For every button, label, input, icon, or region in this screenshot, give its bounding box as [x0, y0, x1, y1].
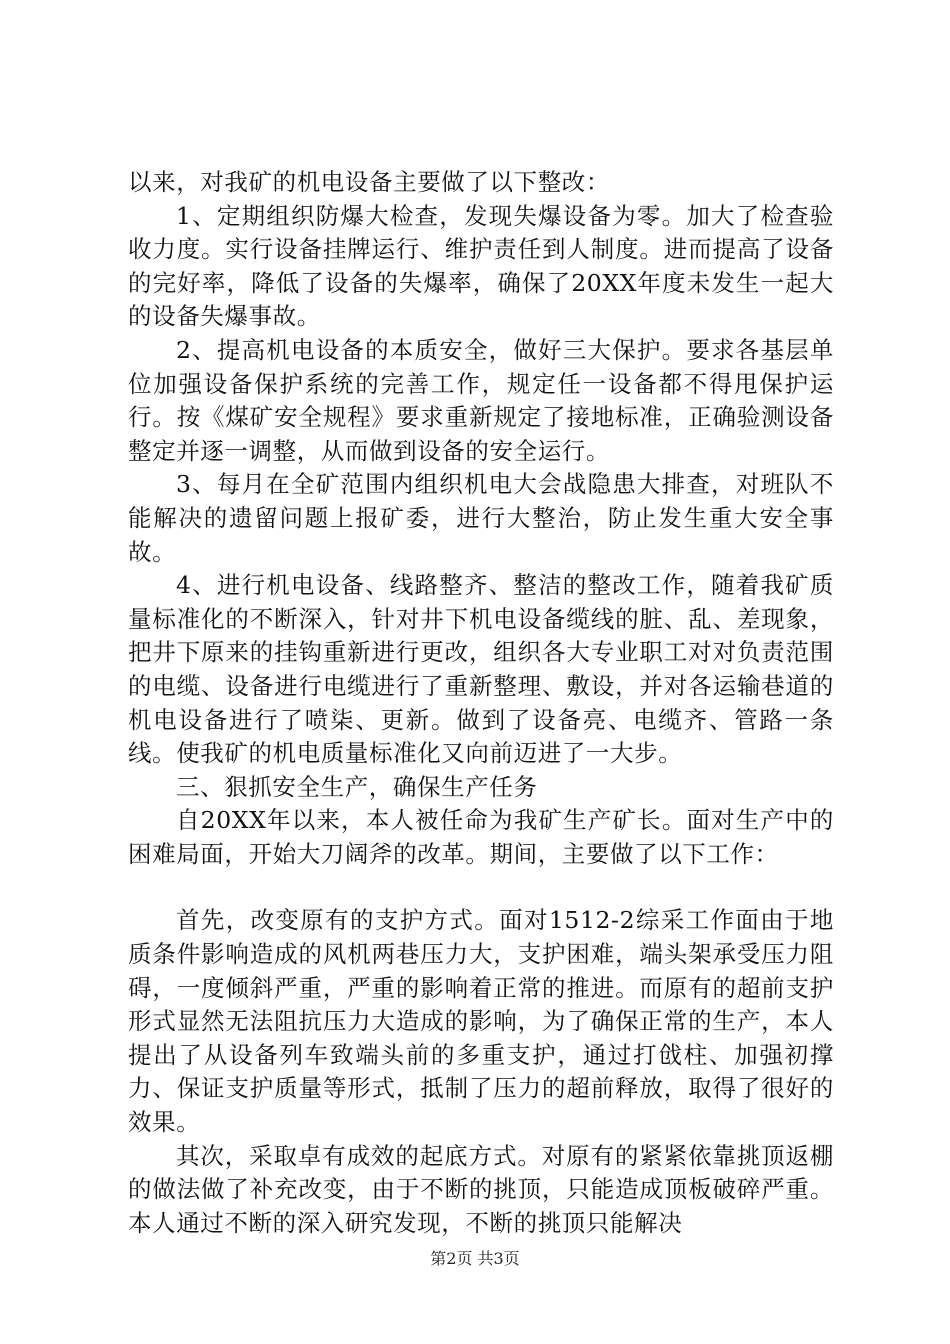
paragraph-item-4: 4、进行机电设备、线路整齐、整洁的整改工作，随着我矿质量标准化的不断深入，针对井下机电设备缆线的脏、乱、差现象，把井下原来的挂钩重新进行更改，组织各大专业职工对对负责范围的电缆、设备进行电缆进行了重新整理、敷设，并对各运输巷道的机电设备进行了喷柒、更新。做到了设备亮、电缆齐、管路一条线。使我矿的机电质量标准化又向前迈进了一大步。 [128, 571, 834, 768]
paragraph-first: 首先，改变原有的支护方式。面对1512-2综采工作面由于地质条件影响造成的风机两巷压力大，支护困难，端头架承受压力阻碍，一度倾斜严重，严重的影响着正常的推进。而原有的超前支护形式显然无法阻抗压力大造成的影响，为了确保正常的生产，本人提出了从设备列车致端头前的多重支护，通过打戗柱、加强初撑力、保证支护质量等形式，抵制了压力的超前释放，取得了很好的效果。 [128, 906, 834, 1137]
paragraph-second: 其次，采取卓有成效的起底方式。对原有的紧紧依靠挑顶返棚的做法做了补充改变，由于不断的挑顶，只能造成顶板破碎严重。本人通过不断的深入研究发现，不断的挑顶只能解决 [128, 1141, 834, 1237]
page-footer: 第2页 共3页 [430, 1249, 520, 1268]
paragraph-section-intro: 自20XX年以来，本人被任命为我矿生产矿长。面对生产中的困难局面，开始大刀阔斧的改革。期间，主要做了以下工作： [128, 806, 834, 868]
paragraph-item-1: 1、定期组织防爆大检查，发现失爆设备为零。加大了检查验收力度。实行设备挂牌运行、维护责任到人制度。进而提高了设备的完好率，降低了设备的失爆率，确保了20XX年度未发生一起大的设备失爆事故。 [128, 201, 834, 331]
paragraph-item-3: 3、每月在全矿范围内组织机电大会战隐患大排查，对班队不能解决的遗留问题上报矿委，进行大整治，防止发生重大安全事故。 [128, 470, 834, 566]
paragraph-item-2: 2、提高机电设备的本质安全，做好三大保护。要求各基层单位加强设备保护系统的完善工作，规定任一设备都不得甩保护运行。按《煤矿安全规程》要求重新规定了接地标准，正确验测设备整定并逐一调整，从而做到设备的安全运行。 [128, 335, 834, 465]
section-heading-3: 三、狠抓安全生产，确保生产任务 [176, 772, 538, 801]
document-body [128, 166, 834, 1240]
paragraph-intro: 以来，对我矿的机电设备主要做了以下整改： [128, 168, 610, 196]
